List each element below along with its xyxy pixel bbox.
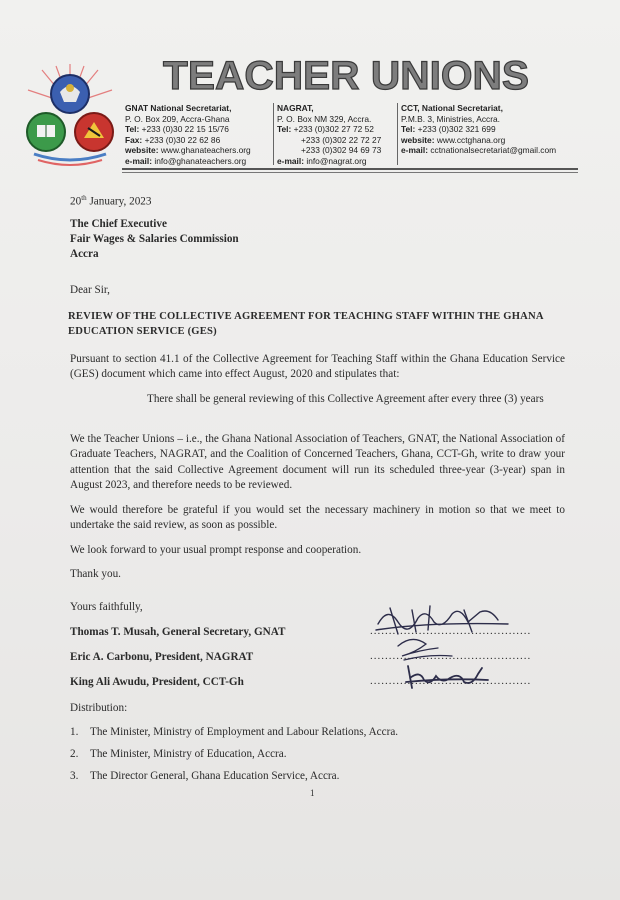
letterhead-title-text: TEACHER UNIONS (163, 54, 529, 96)
signature-line-2: ........................................... (370, 650, 532, 662)
gnat-name: GNAT National Secretariat, (125, 103, 232, 113)
nagrat-tel-label: Tel: (277, 124, 292, 135)
thank-you: Thank you. (70, 568, 121, 580)
paragraph-4: We look forward to your usual prompt response and cooperation. (70, 544, 362, 556)
union-logos-emblem (20, 62, 120, 170)
gnat-fax: +233 (0)30 22 62 86 (144, 134, 221, 145)
distribution-number: 2. (70, 748, 79, 760)
signature-carbonu (398, 639, 452, 660)
distribution-item (70, 747, 287, 762)
letter-date (70, 191, 151, 210)
recipient-organisation: Fair Wages & Salaries Commission (70, 233, 239, 245)
nagrat-address: P. O. Box NM 329, Accra. (277, 113, 372, 124)
letterhead-rule-thin (122, 172, 578, 173)
letter-subject: REVIEW OF THE COLLECTIVE AGREEMENT FOR TEACHING STAFF WITHIN THE GHANA EDUCATION SERVICE (GES) (68, 311, 544, 337)
signature-line-1: ........................................... (370, 625, 532, 637)
cct-email-label: e-mail: (401, 145, 428, 156)
quoted-clause: There shall be general reviewing of this Collective Agreement after every three (3) years (147, 393, 544, 405)
paragraph-2: We the Teacher Unions – i.e., the Ghana National Association of Teachers, GNAT, the National Association of Graduate Teachers, NAGRAT, and the Coalition of Concerned Teachers, Ghana, CCT-Gh, write to draw your attention that the said Collective Agreement document will run its scheduled three-year (3-year) span in August 2023, and therefore needs to be reviewed. (70, 433, 565, 492)
nagrat-name: NAGRAT, (277, 103, 314, 113)
nagrat-contact-block (277, 103, 381, 167)
distribution-text: The Director General, Ghana Education Service, Accra. (90, 770, 340, 782)
gnat-tel-label: Tel: (125, 124, 140, 135)
distribution-text: The Minister, Ministry of Employment and Labour Relations, Accra. (90, 726, 399, 738)
letterhead-rule (122, 168, 578, 170)
date-month-year: January, 2023 (86, 195, 152, 208)
cct-contact-block (401, 103, 556, 156)
nagrat-tel-3: +233 (0)302 94 69 73 (301, 145, 382, 156)
cct-website-label: website: (401, 134, 435, 145)
distribution-label: Distribution: (70, 702, 128, 714)
page-number: 1 (310, 788, 315, 798)
gnat-email-label: e-mail: (125, 155, 152, 166)
nagrat-email[interactable]: info@nagrat.org (306, 155, 367, 166)
cct-website[interactable]: www.cctghana.org (436, 134, 506, 145)
cct-email[interactable]: cctnationalsecretariat@gmail.com (430, 145, 557, 156)
signatory-1: Thomas T. Musah, General Secretary, GNAT (70, 626, 286, 638)
paragraph-3: We would therefore be grateful if you would set the necessary machinery in motion so that we meet to undertake the said review, as soon as possible. (70, 504, 565, 532)
gnat-fax-label: Fax: (125, 134, 143, 145)
letterhead-title (160, 52, 532, 96)
gnat-email[interactable]: info@ghanateachers.org (154, 155, 247, 166)
recipient-address (70, 217, 239, 262)
gnat-address: P. O. Box 209, Accra-Ghana (125, 113, 230, 124)
distribution-number: 1. (70, 726, 79, 738)
signatory-3: King Ali Awudu, President, CCT-Gh (70, 676, 244, 688)
gnat-tel: +233 (0)30 22 15 15/76 (141, 124, 229, 135)
recipient-city: Accra (70, 248, 99, 260)
salutation: Dear Sir, (70, 284, 110, 296)
signature-musah (376, 606, 508, 634)
distribution-text: The Minister, Ministry of Education, Accra. (90, 748, 287, 760)
header-divider (273, 103, 274, 165)
distribution-item (70, 725, 398, 740)
nagrat-email-label: e-mail: (277, 155, 304, 166)
handwritten-signatures (368, 600, 528, 695)
nagrat-tel-2: +233 (0)302 22 72 27 (301, 134, 382, 145)
cct-name: CCT, National Secretariat, (401, 103, 503, 113)
closing: Yours faithfully, (70, 601, 143, 613)
signatory-2: Eric A. Carbonu, President, NAGRAT (70, 651, 254, 663)
cct-tel-label: Tel: (401, 124, 416, 135)
distribution-item (70, 769, 339, 784)
recipient-title: The Chief Executive (70, 218, 167, 230)
gnat-website-label: website: (125, 145, 159, 156)
gnat-website[interactable]: www.ghanateachers.org (160, 145, 251, 156)
signature-awudu (406, 666, 488, 688)
gnat-contact-block (125, 103, 251, 167)
header-divider (397, 103, 398, 165)
cct-address: P.M.B. 3, Ministries, Accra. (401, 113, 500, 124)
cct-tel: +233 (0)302 321 699 (417, 124, 496, 135)
date-suffix: th (81, 194, 87, 202)
nagrat-tel-1: +233 (0)302 27 72 52 (293, 124, 374, 135)
date-day: 20 (70, 195, 82, 208)
paragraph-1: Pursuant to section 41.1 of the Collective Agreement for Teaching Staff within the Ghana Education Service (GES) document which came into effect August, 2020 and stipulates that: (70, 353, 565, 381)
distribution-number: 3. (70, 770, 79, 782)
signature-line-3: ........................................... (370, 675, 532, 687)
